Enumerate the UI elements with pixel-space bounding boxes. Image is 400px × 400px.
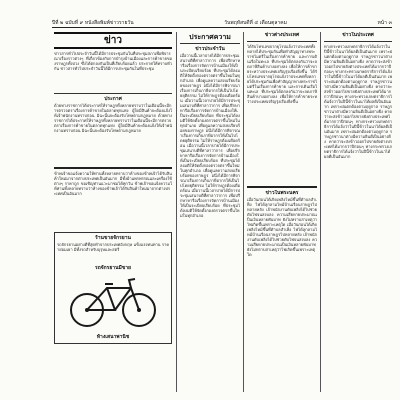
column-a-rule-1 [54,93,172,94]
header-center: วันพฤหัสบดีที่ ๔ เดือนตุลาคม [224,20,287,26]
column-c-heading: ข่าวต่างประเทศ [264,32,300,38]
column-b [180,32,240,394]
column-a-subheading: ประกาศ [104,96,122,102]
header-left: ปีที่ ๒ ฉบับที่ ๙ หนังสือพิมพ์ข่าวรายวัน [52,20,134,26]
column-c [247,32,317,394]
column-a [54,32,172,394]
column-a-text-2: ด้วยทางราชการได้ประกาศให้ราษฎรทั้งหลายทราบว่าในเดือนนี้จะมีการตรวจตราเรื่องการค้าขายในตลาดทุกแห่ง ผู้ใดมีสินค้าจะต้องแจ้งให้เจ้าพนักงานทราบก่อน มิฉะนั้นจะต้องรับโทษตามกฎหมาย ด้วยทางราชการได้ประกาศให้ราษฎรทั้งหลายทราบว่าในเดือนนี้จะมีการตรวจตราเรื่องการค้าขายในตลาดทุกแห่ง ผู้ใดมีสินค้าจะต้องแจ้งให้เจ้าพนักงานทราบก่อน มิฉะนั้นจะต้องรับโทษตามกฎหมาย [54,103,172,133]
column-c-rule-1 [247,41,317,42]
ad-sub-heading: รถจักรยานมีขาย [95,265,131,271]
column-a-text-1: ข่าวสารทั่วไปประจำวันนี้ได้มีการประชุมกันในที่ประชุมสภาเพื่อพิจารณาเรื่องราวต่างๆ ที่เกี่ยวข้องกับการบำรุงบ้านเมืองและการค้าขายของราษฎรทั้งปวง ซึ่งได้ตกลงกันเป็นที่เรียบร้อยแล้ว ประกาศให้ทราบทั่วกัน ข่าวสารทั่วไปประจำวันนี้ได้มีการประชุมกันในที่ประชุม [54,51,172,71]
column-rule-3 [320,32,321,392]
ad-text: รถจักรยานอย่างดีที่สุดทำจากประเทศอังกฤษ แข็งแรงทนทาน ราคาย่อมเยา มีทั้งรถสำหรับบุรุษและสตรี [57,242,169,252]
ad-heading: ร้านขายจักรยาน [95,235,131,241]
bicycle-icon [57,274,169,334]
column-rule-1 [176,32,177,392]
column-a-text-3: ข้าพเจ้าขอแจ้งความให้ท่านทั้งหลายทราบว่าห้างของข้าพเจ้าได้รับสินค้าใหม่มาจากต่างประเทศเป็นอันมาก มีทั้งผ้าแพรพรรณและเครื่องใช้ต่างๆ ราคาถูก ขอเชิญท่านแวะมาชมได้ทุกวัน ข้าพเจ้าขอแจ้งความให้ท่านทั้งหลายทราบว่าห้างของข้าพเจ้าได้รับสินค้าใหม่มาจากต่างประเทศเป็นอันมาก [54,171,172,196]
column-a-rule-2 [54,167,172,169]
column-c-text-2: เมื่อวันก่อนได้เกิดเพลิงไหม้ขึ้นที่ตำบลสำเพ็ง ไฟได้ลุกลามไหม้บ้านเรือนราษฎรไปหลายหลัง เจ้าพนักงานดับเพลิงได้ไปช่วยดับไฟจนสงบลง ความเสียหายประมาณเป็นเงินหลายพันบาท ยังไม่ทราบสาเหตุว่าไฟเกิดขึ้นเพราะเหตุใด เมื่อวันก่อนได้เกิดเพลิงไหม้ขึ้นที่ตำบลสำเพ็ง ไฟได้ลุกลามไหม้บ้านเรือนราษฎรไปหลายหลัง เจ้าพนักงานดับเพลิงได้ไปช่วยดับไฟจนสงบลง ความเสียหายประมาณเป็นเงินหลายพันบาท ยังไม่ทราบสาเหตุว่าไฟเกิดขึ้นเพราะเหตุใด [247,197,317,257]
column-c-rule-2 [247,186,317,188]
column-b-subheading: ข่าวประจำวัน [195,46,225,52]
column-d [324,32,392,394]
header-right: หน้า ๓ [377,20,392,26]
page-header [52,18,392,28]
column-b-text: เมื่อวานนี้เวลาบ่ายได้มีการประชุมเสนาบดีที่ศาลาว่าการ เพื่อปรึกษาหารือเรื่องการจัดการบ้านเมืองให้เป็นระเบียบเรียบร้อย ที่ประชุมได้ลงมติให้จัดตั้งกองตรวจตราขึ้นใหม่ในทุกอำเภอ เพื่อดูแลความสงบเรียบร้อยของราษฎร อนึ่งได้มีการพิจารณาเรื่องการเก็บภาษีอากรให้เป็นไปโดยยุติธรรม ไม่ให้ราษฎรต้องเดือดร้อน เมื่อวานนี้เวลาบ่ายได้มีการประชุมเสนาบดีที่ศาลาว่าการ เพื่อปรึกษาหารือเรื่องการจัดการบ้านเมืองให้เป็นระเบียบเรียบร้อย ที่ประชุมได้ลงมติให้จัดตั้งกองตรวจตราขึ้นใหม่ในทุกอำเภอ เพื่อดูแลความสงบเรียบร้อยของราษฎร อนึ่งได้มีการพิจารณาเรื่องการเก็บภาษีอากรให้เป็นไปโดยยุติธรรม ไม่ให้ราษฎรต้องเดือดร้อน เมื่อวานนี้เวลาบ่ายได้มีการประชุมเสนาบดีที่ศาลาว่าการ เพื่อปรึกษาหารือเรื่องการจัดการบ้านเมืองให้เป็นระเบียบเรียบร้อย ที่ประชุมได้ลงมติให้จัดตั้งกองตรวจตราขึ้นใหม่ในทุกอำเภอ เพื่อดูแลความสงบเรียบร้อยของราษฎร อนึ่งได้มีการพิจารณาเรื่องการเก็บภาษีอากรให้เป็นไปโดยยุติธรรม ไม่ให้ราษฎรต้องเดือดร้อน เมื่อวานนี้เวลาบ่ายได้มีการประชุมเสนาบดีที่ศาลาว่าการ เพื่อปรึกษาหารือเรื่องการจัดการบ้านเมืองให้เป็นระเบียบเรียบร้อย ที่ประชุมได้ลงมติให้จัดตั้งกองตรวจตราขึ้นใหม่ในทุกอำเภอ [180,53,240,218]
column-b-rule-1 [180,43,240,44]
ad-caption: ห้างเสนาพานิช [96,334,130,340]
column-rule-2 [243,32,244,392]
column-d-heading: ข่าวในประเทศ [342,32,374,38]
column-c-text-1: ได้รับโทรเลขจากยุโรปแจ้งว่าประเทศทั้งหลายได้ประชุมกันเพื่อทำสัญญาทางพระราชไมตรีในเรื่องการค้าขาย และการเดินเรือในทะเล ที่ประชุมได้ตกลงกันว่าจะลดภาษีสินค้าบางอย่างลง เพื่อให้การค้าขายระหว่างประเทศเจริญรุ่งเรืองยิ่งขึ้น ได้รับโทรเลขจากยุโรปแจ้งว่าประเทศทั้งหลายได้ประชุมกันเพื่อทำสัญญาทางพระราชไมตรีในเรื่องการค้าขาย และการเดินเรือในทะเล ที่ประชุมได้ตกลงกันว่าจะลดภาษีสินค้าบางอย่างลง เพื่อให้การค้าขายระหว่างประเทศเจริญรุ่งเรืองยิ่งขึ้น [247,44,317,104]
column-d-rule-1 [324,41,392,42]
column-d-text: ทางกระทรวงเกษตราธิการได้แจ้งว่าในปีนี้ข้าวในนาได้ผลดีเป็นอันมาก เพราะฝนตกต้องตามฤดูกาล ราษฎรชาวนาต่างมีความยินดีเป็นอย่างยิ่ง คาดว่าจะส่งข้าวออกไปขายยังต่างประเทศได้มากกว่าปีก่อนๆ ทางกระทรวงเกษตราธิการได้แจ้งว่าในปีนี้ข้าวในนาได้ผลดีเป็นอันมาก เพราะฝนตกต้องตามฤดูกาล ราษฎรชาวนาต่างมีความยินดีเป็นอย่างยิ่ง คาดว่าจะส่งข้าวออกไปขายยังต่างประเทศได้มากกว่าปีก่อนๆ ทางกระทรวงเกษตราธิการได้แจ้งว่าในปีนี้ข้าวในนาได้ผลดีเป็นอันมาก เพราะฝนตกต้องตามฤดูกาล ราษฎรชาวนาต่างมีความยินดีเป็นอย่างยิ่ง คาดว่าจะส่งข้าวออกไปขายยังต่างประเทศได้มากกว่าปีก่อนๆ ทางกระทรวงเกษตราธิการได้แจ้งว่าในปีนี้ข้าวในนาได้ผลดีเป็นอันมาก เพราะฝนตกต้องตามฤดูกาล ราษฎรชาวนาต่างมีความยินดีเป็นอย่างยิ่ง คาดว่าจะส่งข้าวออกไปขายยังต่างประเทศได้มากกว่าปีก่อนๆ ทางกระทรวงเกษตราธิการได้แจ้งว่าในปีนี้ข้าวในนาได้ผลดีเป็นอันมาก [324,44,392,159]
masthead-title: ข่าว [54,32,172,49]
column-b-heading: ประกาศความ [189,32,231,41]
bicycle-advertisement [54,232,172,344]
column-c-subheading: ข่าวในพระนคร [265,190,299,196]
